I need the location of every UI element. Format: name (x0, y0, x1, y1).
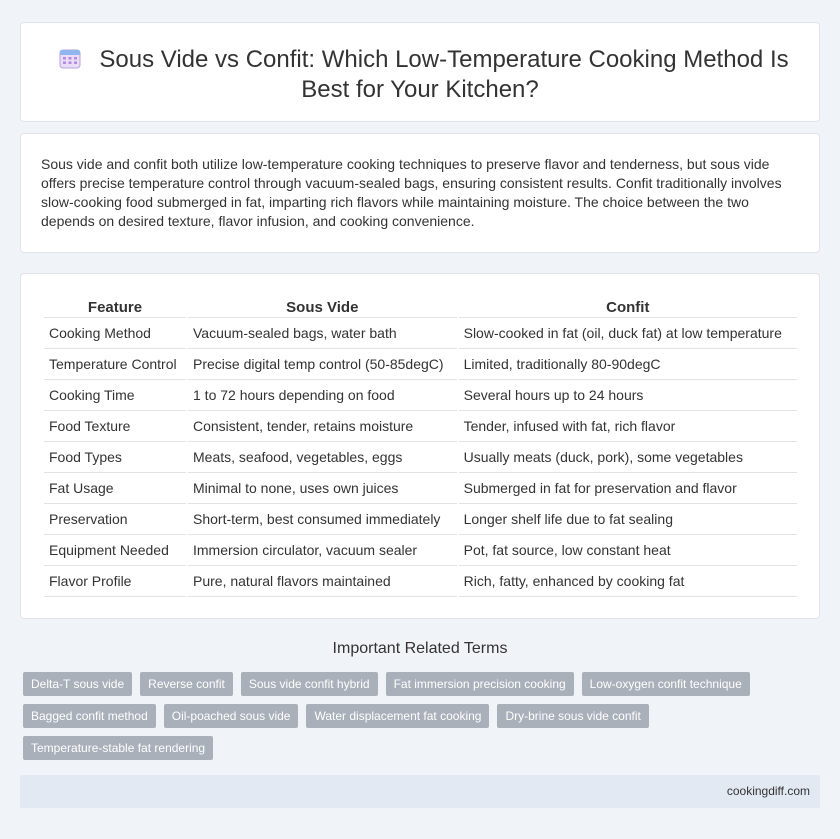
cell-feature: Equipment Needed (44, 535, 186, 566)
related-terms-list (23, 672, 813, 760)
related-term-tag[interactable]: Sous vide confit hybrid (241, 672, 378, 696)
title-card (20, 22, 820, 122)
related-terms-title: Important Related Terms (332, 640, 508, 657)
cell-feature: Cooking Method (44, 318, 186, 349)
cell-sous-vide: Minimal to none, uses own juices (188, 473, 457, 504)
footer-site[interactable]: cookingdiff.com (726, 784, 810, 798)
cell-confit: Limited, traditionally 80-90degC (459, 349, 797, 380)
table-row (44, 442, 797, 473)
title-line-2: Best for Your Kitchen? (301, 76, 539, 103)
table-row (44, 535, 797, 566)
cell-confit: Usually meats (duck, pork), some vegetables (459, 442, 797, 473)
header-confit: Confit (459, 296, 797, 318)
comparison-card (20, 273, 820, 619)
related-term-tag[interactable]: Temperature-stable fat rendering (23, 736, 213, 760)
table-header-row (44, 296, 797, 318)
cell-confit: Several hours up to 24 hours (459, 380, 797, 411)
cell-feature: Food Types (44, 442, 186, 473)
cell-feature: Cooking Time (44, 380, 186, 411)
cell-confit: Submerged in fat for preservation and flavor (459, 473, 797, 504)
table-row (44, 411, 797, 442)
cell-confit: Longer shelf life due to fat sealing (459, 504, 797, 535)
title-line-1: Sous Vide vs Confit: Which Low-Temperature Cooking Method Is (99, 46, 789, 73)
related-term-tag[interactable]: Reverse confit (140, 672, 233, 696)
related-term-tag[interactable]: Low-oxygen confit technique (582, 672, 750, 696)
header-feature: Feature (44, 296, 186, 318)
header-sous-vide: Sous Vide (188, 296, 457, 318)
intro-paragraph: Sous vide and confit both utilize low-temperature cooking techniques to preserve flavor and tenderness, but sous vide offers precise temperature control through vacuum-sealed bags, ensuring consistent results. Confit traditionally involves slow-cooking food submerged in fat, imparting rich flavors while maintaining moisture. The choice between the two depends on desired texture, flavor infusion, and cooking convenience. (41, 156, 782, 229)
intro-card (20, 133, 820, 253)
cell-feature: Temperature Control (44, 349, 186, 380)
table-row (44, 318, 797, 349)
cell-sous-vide: Immersion circulator, vacuum sealer (188, 535, 457, 566)
related-term-tag[interactable]: Bagged confit method (23, 704, 156, 728)
cell-feature: Food Texture (44, 411, 186, 442)
cell-feature: Flavor Profile (44, 566, 186, 597)
related-term-tag[interactable]: Fat immersion precision cooking (386, 672, 574, 696)
related-term-tag[interactable]: Delta-T sous vide (23, 672, 132, 696)
related-term-tag[interactable]: Dry-brine sous vide confit (497, 704, 648, 728)
page-title (21, 45, 819, 105)
table-row (44, 349, 797, 380)
related-term-tag[interactable]: Oil-poached sous vide (164, 704, 299, 728)
cell-sous-vide: Precise digital temp control (50-85degC) (188, 349, 457, 380)
cell-confit: Tender, infused with fat, rich flavor (459, 411, 797, 442)
cell-feature: Preservation (44, 504, 186, 535)
cell-sous-vide: 1 to 72 hours depending on food (188, 380, 457, 411)
cell-sous-vide: Meats, seafood, vegetables, eggs (188, 442, 457, 473)
related-term-tag[interactable]: Water displacement fat cooking (306, 704, 489, 728)
cell-confit: Pot, fat source, low constant heat (459, 535, 797, 566)
cell-feature: Fat Usage (44, 473, 186, 504)
cell-confit: Slow-cooked in fat (oil, duck fat) at low temperature (459, 318, 797, 349)
cell-sous-vide: Short-term, best consumed immediately (188, 504, 457, 535)
table-row (44, 504, 797, 535)
table-body (44, 318, 797, 597)
table-row (44, 473, 797, 504)
cell-sous-vide: Vacuum-sealed bags, water bath (188, 318, 457, 349)
table-row (44, 380, 797, 411)
cell-confit: Rich, fatty, enhanced by cooking fat (459, 566, 797, 597)
footer (20, 775, 820, 808)
cell-sous-vide: Consistent, tender, retains moisture (188, 411, 457, 442)
cell-sous-vide: Pure, natural flavors maintained (188, 566, 457, 597)
comparison-table (42, 296, 799, 597)
table-row (44, 566, 797, 597)
